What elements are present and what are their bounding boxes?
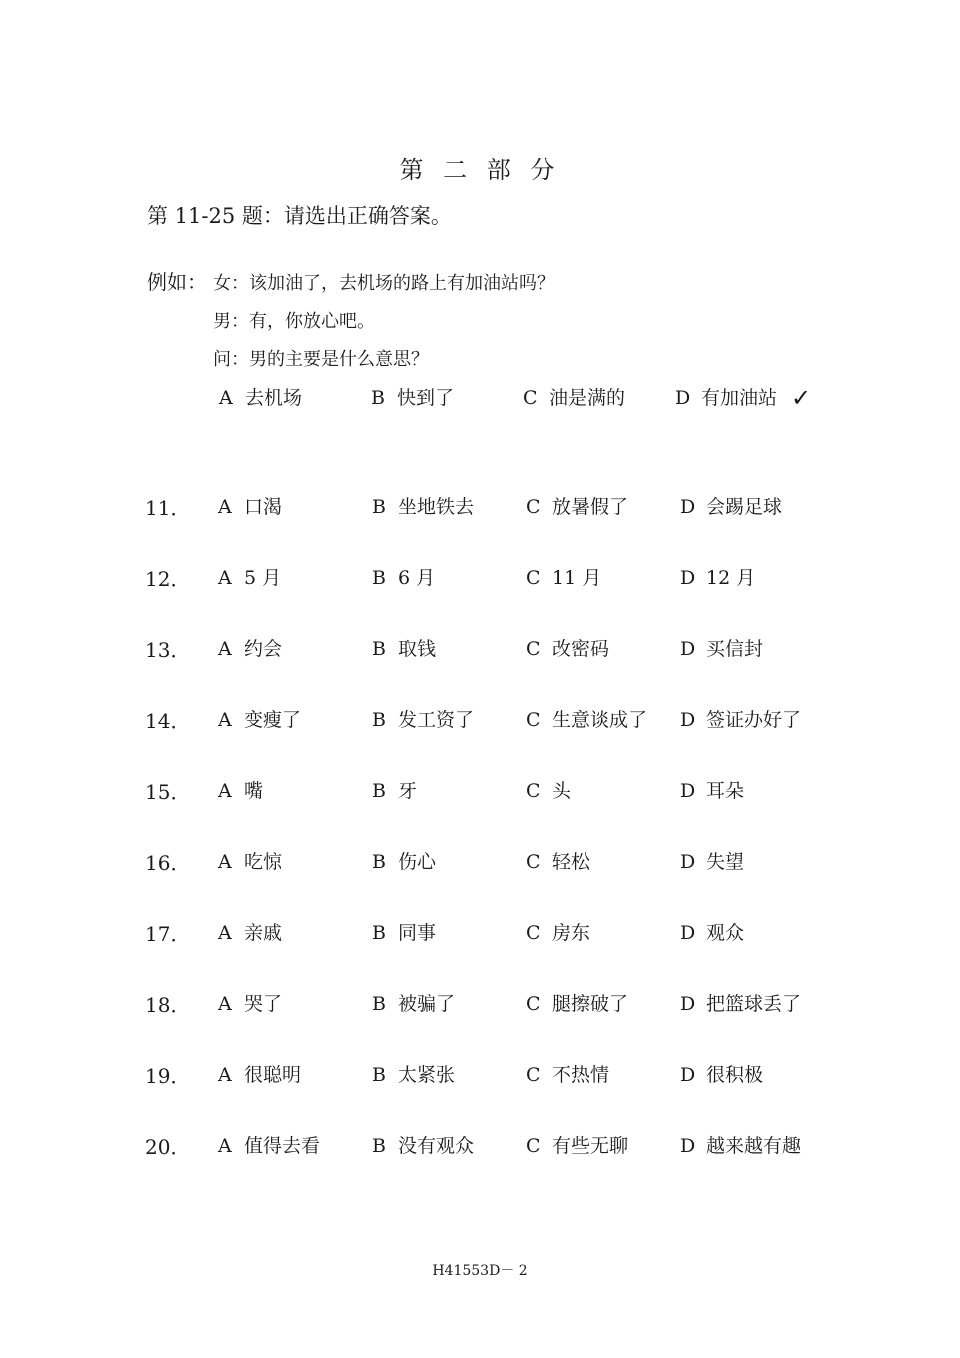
option-c (526, 776, 571, 803)
option-text: 失望 (706, 851, 745, 873)
option-letter: A (218, 567, 232, 589)
option-d (680, 492, 782, 519)
option-text: 哭了 (244, 993, 283, 1015)
option-text: 牙 (398, 780, 418, 802)
option-text: 同事 (398, 922, 437, 944)
option-text: 观众 (706, 922, 745, 944)
option-text: 越来越有趣 (706, 1135, 802, 1157)
option-letter: A (218, 993, 232, 1015)
option-letter: A (218, 851, 232, 873)
page-footer: H41553D－ 2 (432, 1263, 528, 1279)
question-14 (145, 705, 845, 735)
option-letter: A (218, 780, 232, 802)
option-text: 约会 (244, 638, 283, 660)
option-a (218, 705, 301, 732)
example-option-b (371, 383, 454, 410)
option-d (680, 847, 744, 874)
option-text: 坐地铁去 (398, 496, 475, 518)
example-option-a (219, 383, 302, 410)
option-c (526, 705, 647, 732)
option-letter: D (680, 709, 696, 731)
option-b (372, 989, 455, 1016)
option-letter: A (218, 709, 232, 731)
option-b (372, 1060, 455, 1087)
question-18 (145, 989, 845, 1019)
option-a (218, 847, 282, 874)
question-number: 18． (145, 993, 191, 1017)
option-letter: B (371, 387, 385, 409)
option-text: 轻松 (552, 851, 591, 873)
option-text: 很积极 (706, 1064, 764, 1086)
option-letter: B (372, 851, 386, 873)
example-label: 例如： (147, 270, 207, 294)
option-letter: A (218, 1064, 232, 1086)
option-text: 伤心 (398, 851, 437, 873)
question-19 (145, 1060, 845, 1090)
option-letter: C (526, 1064, 541, 1086)
option-d (680, 1131, 801, 1158)
option-letter: D (680, 993, 696, 1015)
example-dialogue-woman: 女：该加油了，去机场的路上有加油站吗？ (213, 273, 555, 294)
option-c (526, 989, 628, 1016)
option-text: 放暑假了 (552, 496, 629, 518)
option-letter: D (680, 567, 696, 589)
option-text: 不热情 (552, 1064, 610, 1086)
question-12 (145, 563, 845, 593)
option-text: 12 月 (706, 567, 756, 589)
section-title: 第 二 部 分 (399, 156, 561, 184)
option-text: 腿擦破了 (552, 993, 629, 1015)
question-15 (145, 776, 845, 806)
option-d (680, 918, 744, 945)
option-letter: C (526, 851, 541, 873)
question-number: 20． (145, 1135, 191, 1159)
option-letter: C (523, 387, 538, 409)
option-text: 没有观众 (398, 1135, 475, 1157)
option-letter: D (680, 851, 696, 873)
option-a (218, 989, 282, 1016)
option-d (680, 705, 801, 732)
option-letter: B (372, 638, 386, 660)
question-number: 19． (145, 1064, 191, 1088)
question-16 (145, 847, 845, 877)
option-text: 生意谈成了 (552, 709, 648, 731)
option-letter: C (526, 496, 541, 518)
question-number: 16． (145, 851, 191, 875)
option-letter: D (680, 638, 696, 660)
option-a (218, 918, 282, 945)
option-text: 变瘦了 (244, 709, 302, 731)
option-letter: C (526, 922, 541, 944)
option-c (526, 918, 590, 945)
option-a (218, 563, 281, 590)
option-b (372, 847, 436, 874)
example-option-c (523, 383, 625, 410)
option-b (372, 1131, 474, 1158)
option-text: 有些无聊 (552, 1135, 629, 1157)
question-number: 12． (145, 567, 191, 591)
option-letter: D (680, 496, 696, 518)
option-b (372, 776, 417, 803)
option-letter: C (526, 993, 541, 1015)
option-d (680, 634, 763, 661)
option-text: 嘴 (244, 780, 264, 802)
option-text: 改密码 (552, 638, 610, 660)
question-number: 15． (145, 780, 191, 804)
option-b (372, 918, 436, 945)
option-b (372, 705, 474, 732)
option-letter: D (680, 1064, 696, 1086)
option-letter: C (526, 709, 541, 731)
option-b (372, 492, 474, 519)
option-letter: D (680, 1135, 696, 1157)
option-c (526, 1131, 628, 1158)
option-letter: D (680, 780, 696, 802)
option-a (218, 1060, 301, 1087)
option-a (218, 634, 282, 661)
option-text: 取钱 (398, 638, 437, 660)
option-d (680, 563, 755, 590)
option-b (372, 563, 435, 590)
question-20 (145, 1131, 845, 1161)
option-letter: C (526, 567, 541, 589)
option-c (526, 1060, 609, 1087)
option-d (680, 776, 744, 803)
option-text: 很聪明 (244, 1064, 302, 1086)
option-a (218, 1131, 320, 1158)
question-number: 13． (145, 638, 191, 662)
example-dialogue-man: 男：有，你放心吧。 (213, 311, 375, 332)
question-number: 17． (145, 922, 191, 946)
option-text: 太紧张 (398, 1064, 456, 1086)
option-letter: C (526, 638, 541, 660)
option-text: 会踢足球 (706, 496, 783, 518)
option-text: 口渴 (244, 496, 283, 518)
example-option-d (675, 383, 811, 410)
option-text: 值得去看 (244, 1135, 321, 1157)
option-a (218, 492, 282, 519)
option-text: 房东 (552, 922, 591, 944)
option-text: 耳朵 (706, 780, 745, 802)
option-text: 6 月 (398, 567, 436, 589)
option-letter: B (372, 1064, 386, 1086)
option-letter: D (675, 387, 691, 409)
option-c (526, 634, 609, 661)
option-text: 油是满的 (549, 387, 626, 409)
example-question: 问：男的主要是什么意思？ (213, 349, 429, 370)
option-text: 签证办好了 (706, 709, 802, 731)
question-13 (145, 634, 845, 664)
option-letter: B (372, 567, 386, 589)
option-d (680, 1060, 763, 1087)
option-text: 去机场 (245, 387, 303, 409)
option-letter: A (218, 638, 232, 660)
option-text: 5 月 (244, 567, 282, 589)
question-number: 11． (145, 496, 191, 520)
option-text: 有加油站 (701, 387, 778, 409)
option-a (218, 776, 263, 803)
option-text: 亲戚 (244, 922, 283, 944)
instructions: 第 11-25 题：请选出正确答案。 (147, 204, 452, 228)
option-letter: B (372, 922, 386, 944)
option-text: 11 月 (552, 567, 602, 589)
option-letter: A (218, 922, 232, 944)
option-c (526, 492, 628, 519)
option-text: 被骗了 (398, 993, 456, 1015)
option-letter: B (372, 709, 386, 731)
option-letter: C (526, 780, 541, 802)
option-d (680, 989, 801, 1016)
option-letter: B (372, 496, 386, 518)
option-letter: B (372, 993, 386, 1015)
option-text: 快到了 (397, 387, 455, 409)
option-letter: A (219, 387, 233, 409)
option-text: 头 (552, 780, 572, 802)
option-c (526, 563, 601, 590)
option-letter: A (218, 496, 232, 518)
option-text: 发工资了 (398, 709, 475, 731)
question-17 (145, 918, 845, 948)
question-11 (145, 492, 845, 522)
option-b (372, 634, 436, 661)
checkmark-icon: ✓ (791, 384, 812, 412)
option-text: 把篮球丢了 (706, 993, 802, 1015)
option-letter: C (526, 1135, 541, 1157)
option-text: 买信封 (706, 638, 764, 660)
option-text: 吃惊 (244, 851, 283, 873)
question-number: 14． (145, 709, 191, 733)
option-letter: D (680, 922, 696, 944)
option-c (526, 847, 590, 874)
option-letter: B (372, 780, 386, 802)
option-letter: B (372, 1135, 386, 1157)
option-letter: A (218, 1135, 232, 1157)
